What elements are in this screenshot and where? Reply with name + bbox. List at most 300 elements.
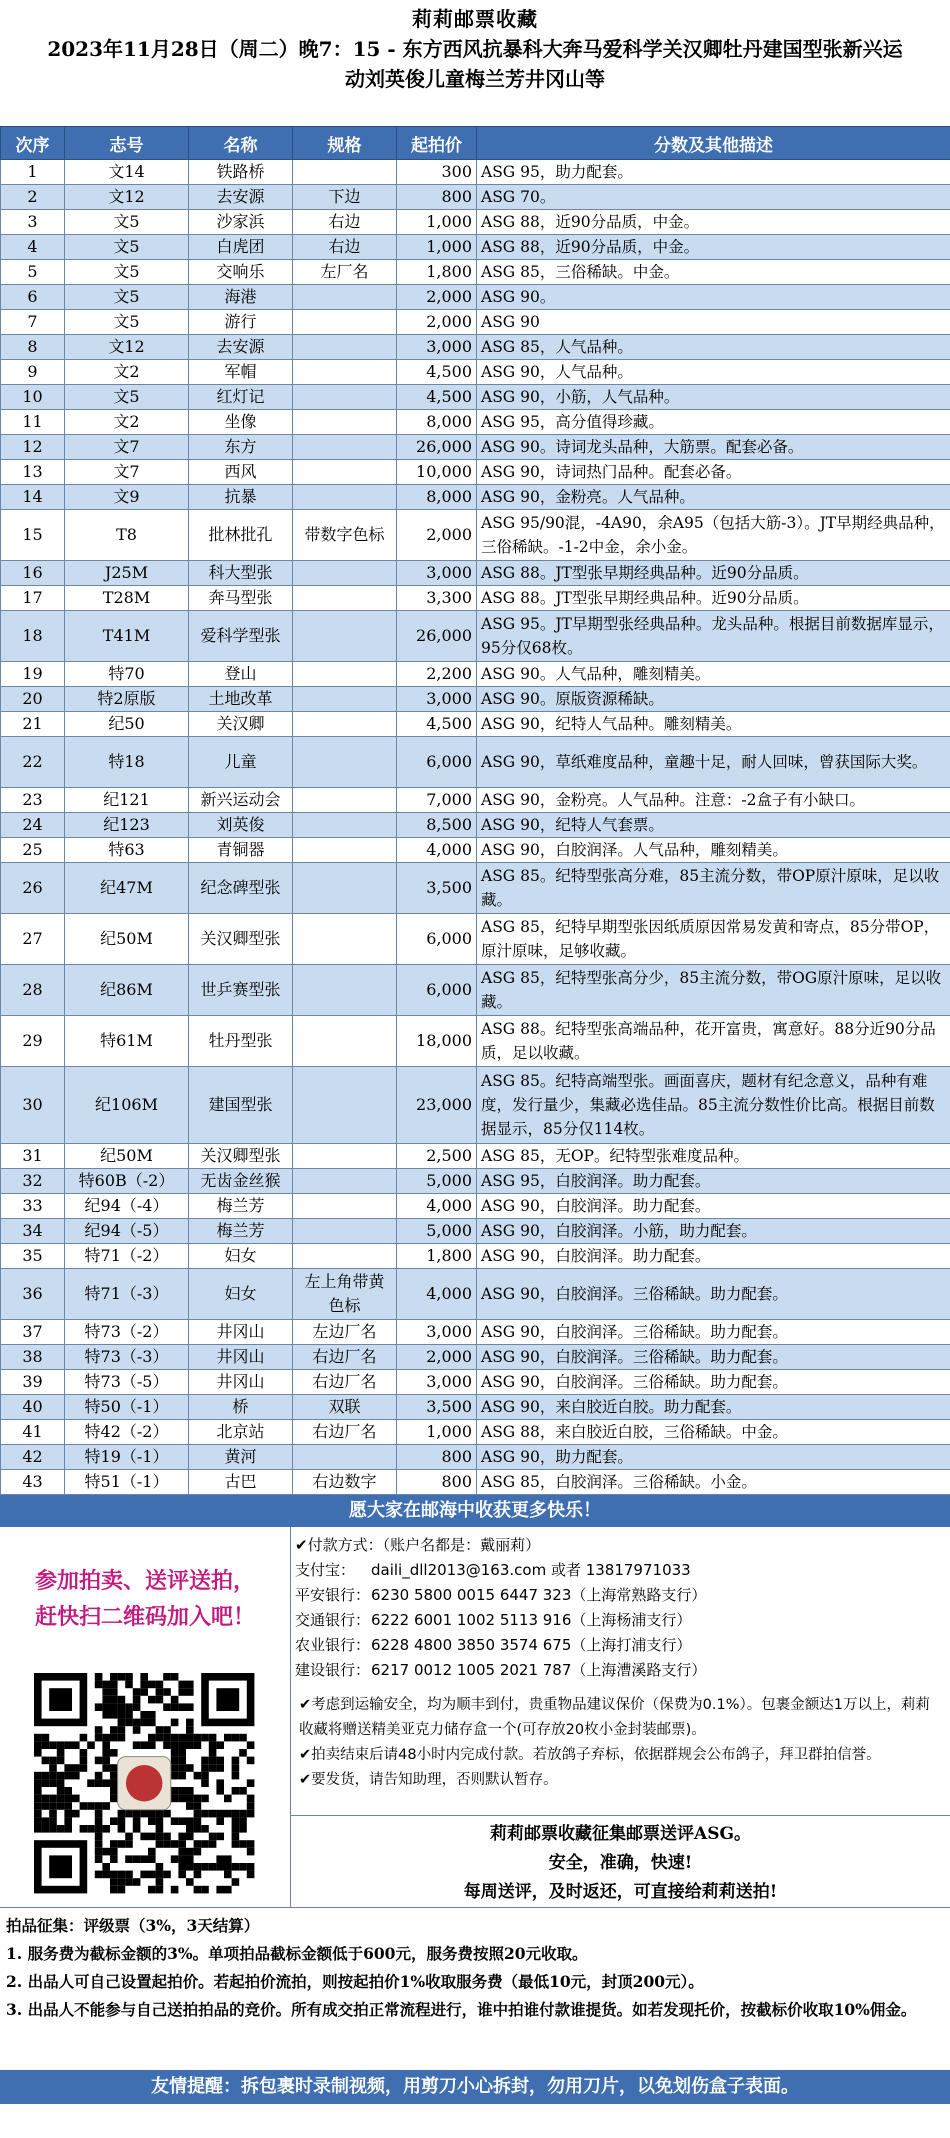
note-shipping: ✔考虑到运输安全，均为顺丰到付，贵重物品建议保价（保费为0.1%）。包裹金额达1万以上，莉莉收藏将赠送精美亚克力储存盒一个(可存放20枚小金封装邮票)。 xyxy=(299,1697,930,1738)
start-price: 5,000 xyxy=(397,1169,477,1194)
stamp-spec xyxy=(293,435,397,460)
stamp-code: 特71（-2） xyxy=(65,1244,189,1269)
table-row xyxy=(1,1169,950,1194)
stamp-spec xyxy=(293,460,397,485)
stamp-spec xyxy=(293,1194,397,1219)
start-price: 800 xyxy=(397,1470,477,1495)
table-row xyxy=(1,185,950,210)
table-row xyxy=(1,788,950,813)
stamp-description: ASG 85。纪特高端型张。画面喜庆，题材有纪念意义，品种有难度，发行量少，集藏必选佳品。85主流分数性价比高。根据目前数据显示，85分仅114枚。 xyxy=(477,1067,950,1144)
stamp-spec xyxy=(293,687,397,712)
stamp-description: ASG 90，小筋，人气品种。 xyxy=(477,385,950,410)
stamp-description: ASG 90。人气品种，雕刻精美。 xyxy=(477,662,950,687)
stamp-name: 白虎团 xyxy=(189,235,293,260)
table-row xyxy=(1,310,950,335)
stamp-name: 梅兰芳 xyxy=(189,1219,293,1244)
stamp-description: ASG 90 xyxy=(477,310,950,335)
stamp-code: T28M xyxy=(65,586,189,611)
stamp-code: 文7 xyxy=(65,435,189,460)
start-price: 4,000 xyxy=(397,1194,477,1219)
stamp-description: ASG 90，白胶润泽。小筋，助力配套。 xyxy=(477,1219,950,1244)
start-price: 8,000 xyxy=(397,410,477,435)
start-price: 3,500 xyxy=(397,1395,477,1420)
eval-service xyxy=(291,1815,950,1907)
note-payment: ✔拍卖结束后请48小时内完成付款。若放鸽子弃标，依据群规会公布鸽子，拜卫群拍信誉。 xyxy=(299,1747,881,1763)
stamp-spec xyxy=(293,485,397,510)
stamp-name: 新兴运动会 xyxy=(189,788,293,813)
stamp-code: 纪47M xyxy=(65,863,189,914)
stamp-spec: 左厂名 xyxy=(293,260,397,285)
stamp-description: ASG 90，白胶润泽。助力配套。 xyxy=(477,1194,950,1219)
stamp-description: ASG 95。JT早期型张经典品种。龙头品种。根据目前数据库显示，95分仅68枚。 xyxy=(477,611,950,662)
start-price: 18,000 xyxy=(397,1016,477,1067)
stamp-code: 文14 xyxy=(65,160,189,185)
start-price: 1,000 xyxy=(397,1420,477,1445)
stamp-spec xyxy=(293,1067,397,1144)
stamp-name: 坐像 xyxy=(189,410,293,435)
stamp-code: 特73（-5） xyxy=(65,1370,189,1395)
table-row xyxy=(1,586,950,611)
stamp-description: ASG 90，金粉亮。人气品种。 xyxy=(477,485,950,510)
stamp-spec xyxy=(293,561,397,586)
table-row xyxy=(1,1320,950,1345)
stamp-name: 抗暴 xyxy=(189,485,293,510)
table-row xyxy=(1,160,950,185)
stamp-code: 文12 xyxy=(65,185,189,210)
stamp-code: 特61M xyxy=(65,1016,189,1067)
bank-label: 建设银行： xyxy=(295,1661,371,1679)
stamp-description: ASG 88，来白胶近白胶，三俗稀缺。中金。 xyxy=(477,1420,950,1445)
stamp-code: 纪94（-5） xyxy=(65,1219,189,1244)
stamp-spec: 带数字色标 xyxy=(293,510,397,561)
lot-number: 17 xyxy=(1,586,65,611)
start-price: 26,000 xyxy=(397,435,477,460)
rule-item: 2. 出品人可自己设置起拍价。若起拍价流拍，则按起拍价1%收取服务费（最低10元，封顶200元）。 xyxy=(6,1972,704,1991)
stamp-code: T8 xyxy=(65,510,189,561)
lot-number: 3 xyxy=(1,210,65,235)
stamp-name: 妇女 xyxy=(189,1244,293,1269)
lot-number: 42 xyxy=(1,1445,65,1470)
lot-number: 26 xyxy=(1,863,65,914)
stamp-name: 北京站 xyxy=(189,1420,293,1445)
subtitle-line2: 动刘英俊儿童梅兰芳井冈山等 xyxy=(345,67,605,91)
stamp-name: 爱科学型张 xyxy=(189,611,293,662)
table-row xyxy=(1,838,950,863)
stamp-spec: 右边厂名 xyxy=(293,1370,397,1395)
stamp-code: 文2 xyxy=(65,360,189,385)
stamp-spec xyxy=(293,965,397,1016)
lot-number: 13 xyxy=(1,460,65,485)
stamp-description: ASG 90，白胶润泽。三俗稀缺。助力配套。 xyxy=(477,1320,950,1345)
bank-row xyxy=(295,1633,950,1658)
lot-number: 6 xyxy=(1,285,65,310)
table-row xyxy=(1,1244,950,1269)
table-row xyxy=(1,460,950,485)
start-price: 4,500 xyxy=(397,360,477,385)
promo-line2: 赶快扫二维码加入吧！ xyxy=(34,1604,255,1630)
lot-number: 43 xyxy=(1,1470,65,1495)
stamp-name: 牡丹型张 xyxy=(189,1016,293,1067)
start-price: 8,000 xyxy=(397,485,477,510)
stamp-spec xyxy=(293,1445,397,1470)
stamp-code: 纪50 xyxy=(65,712,189,737)
lot-number: 9 xyxy=(1,360,65,385)
stamp-code: 纪123 xyxy=(65,813,189,838)
lot-number: 41 xyxy=(1,1420,65,1445)
start-price: 3,500 xyxy=(397,863,477,914)
lot-number: 14 xyxy=(1,485,65,510)
stamp-spec xyxy=(293,1169,397,1194)
start-price: 3,000 xyxy=(397,687,477,712)
stamp-spec xyxy=(293,285,397,310)
payment-panel xyxy=(291,1527,950,1907)
stamp-name: 青铜器 xyxy=(189,838,293,863)
stamp-code: 文9 xyxy=(65,485,189,510)
start-price: 4,500 xyxy=(397,385,477,410)
start-price: 2,500 xyxy=(397,1144,477,1169)
start-price: 2,000 xyxy=(397,510,477,561)
lot-number: 22 xyxy=(1,737,65,788)
start-price: 3,300 xyxy=(397,586,477,611)
stamp-name: 井冈山 xyxy=(189,1370,293,1395)
table-row xyxy=(1,285,950,310)
stamp-name: 奔马型张 xyxy=(189,586,293,611)
start-price: 2,000 xyxy=(397,285,477,310)
lot-number: 29 xyxy=(1,1016,65,1067)
stamp-code: 特73（-3） xyxy=(65,1345,189,1370)
table-row xyxy=(1,1144,950,1169)
stamp-name: 批林批孔 xyxy=(189,510,293,561)
start-price: 3,000 xyxy=(397,1370,477,1395)
stamp-name: 土地改革 xyxy=(189,687,293,712)
stamp-name: 铁路桥 xyxy=(189,160,293,185)
table-row xyxy=(1,1370,950,1395)
lot-number: 11 xyxy=(1,410,65,435)
table-row xyxy=(1,210,950,235)
stamp-description: ASG 90，白胶润泽。助力配套。 xyxy=(477,1244,950,1269)
bank-value: 6228 4800 3850 3574 675（上海打浦支行） xyxy=(371,1636,692,1654)
table-row xyxy=(1,1194,950,1219)
stamp-name: 妇女 xyxy=(189,1269,293,1320)
stamp-description: ASG 90。 xyxy=(477,285,950,310)
stamp-code: 纪50M xyxy=(65,914,189,965)
table-row xyxy=(1,712,950,737)
table-row xyxy=(1,1016,950,1067)
stamp-name: 科大型张 xyxy=(189,561,293,586)
table-row xyxy=(1,335,950,360)
stamp-spec: 左边厂名 xyxy=(293,1320,397,1345)
stamp-description: ASG 85，纪特早期型张因纸质原因常易发黄和寄点，85分带OP，原汁原味，足够收藏。 xyxy=(477,914,950,965)
start-price: 2,200 xyxy=(397,662,477,687)
lot-number: 37 xyxy=(1,1320,65,1345)
table-row xyxy=(1,813,950,838)
start-price: 8,500 xyxy=(397,813,477,838)
stamp-name: 沙家浜 xyxy=(189,210,293,235)
stamp-name: 关汉卿型张 xyxy=(189,914,293,965)
consignment-rules xyxy=(0,1908,950,2070)
stamp-description: ASG 90，诗词热门品种。配套必备。 xyxy=(477,460,950,485)
stamp-spec xyxy=(293,1244,397,1269)
start-price: 3,000 xyxy=(397,335,477,360)
table-row xyxy=(1,360,950,385)
bank-row xyxy=(295,1583,950,1608)
table-row xyxy=(1,914,950,965)
start-price: 6,000 xyxy=(397,914,477,965)
stamp-code: 特60B（-2） xyxy=(65,1169,189,1194)
table-row xyxy=(1,662,950,687)
stamp-code: 纪50M xyxy=(65,1144,189,1169)
stamp-description: ASG 90，纪特人气套票。 xyxy=(477,813,950,838)
stamp-name: 登山 xyxy=(189,662,293,687)
eval-line2: 安全，准确，快速! xyxy=(548,1853,693,1873)
table-row xyxy=(1,1219,950,1244)
col-header-price: 起拍价 xyxy=(397,127,477,160)
stamp-description: ASG 85。纪特型张高分难，85主流分数，带OP原汁原味，足以收藏。 xyxy=(477,863,950,914)
table-row xyxy=(1,485,950,510)
stamp-description: ASG 85，纪特型张高分少，85主流分数，带OG原汁原味，足以收藏。 xyxy=(477,965,950,1016)
stamp-description: ASG 85，人气品种。 xyxy=(477,335,950,360)
stamp-description: ASG 85，无OP。纪特型张难度品种。 xyxy=(477,1144,950,1169)
lot-number: 7 xyxy=(1,310,65,335)
lot-number: 31 xyxy=(1,1144,65,1169)
lot-number: 18 xyxy=(1,611,65,662)
stamp-description: ASG 88。JT型张早期经典品种。近90分品质。 xyxy=(477,561,950,586)
payment-heading: ✔付款方式：（账户名都是：戴丽莉） xyxy=(295,1536,541,1554)
stamp-name: 去安源 xyxy=(189,185,293,210)
col-header-spec: 规格 xyxy=(293,127,397,160)
lot-number: 25 xyxy=(1,838,65,863)
start-price: 4,000 xyxy=(397,838,477,863)
lot-number: 24 xyxy=(1,813,65,838)
alipay-row xyxy=(295,1558,950,1583)
start-price: 23,000 xyxy=(397,1067,477,1144)
stamp-spec: 双联 xyxy=(293,1395,397,1420)
stamp-code: 文5 xyxy=(65,310,189,335)
table-row xyxy=(1,611,950,662)
stamp-description: ASG 95/90混，-4A90，余A95（包括大筋-3）。JT早期经典品种，三俗稀缺。-1-2中金，余小金。 xyxy=(477,510,950,561)
start-price: 26,000 xyxy=(397,611,477,662)
table-row xyxy=(1,965,950,1016)
table-row xyxy=(1,260,950,285)
stamp-spec xyxy=(293,310,397,335)
lot-number: 36 xyxy=(1,1269,65,1320)
stamp-spec xyxy=(293,160,397,185)
stamp-spec xyxy=(293,914,397,965)
lot-number: 8 xyxy=(1,335,65,360)
start-price: 1,800 xyxy=(397,260,477,285)
stamp-spec xyxy=(293,1016,397,1067)
lot-number: 38 xyxy=(1,1345,65,1370)
header xyxy=(0,0,950,126)
lot-number: 30 xyxy=(1,1067,65,1144)
lot-number: 5 xyxy=(1,260,65,285)
start-price: 300 xyxy=(397,160,477,185)
lot-number: 40 xyxy=(1,1395,65,1420)
stamp-code: J25M xyxy=(65,561,189,586)
table-row xyxy=(1,435,950,460)
stamp-description: ASG 90。原版资源稀缺。 xyxy=(477,687,950,712)
stamp-spec xyxy=(293,360,397,385)
table-row xyxy=(1,687,950,712)
stamp-spec: 右边厂名 xyxy=(293,1420,397,1445)
table-row xyxy=(1,410,950,435)
table-row xyxy=(1,561,950,586)
stamp-spec xyxy=(293,586,397,611)
stamp-description: ASG 88，近90分品质，中金。 xyxy=(477,210,950,235)
page-title: 莉莉邮票收藏 xyxy=(412,7,538,31)
stamp-name: 关汉卿 xyxy=(189,712,293,737)
stamp-name: 无齿金丝猴 xyxy=(189,1169,293,1194)
start-price: 7,000 xyxy=(397,788,477,813)
rules-title: 拍品征集：评级票（3%，3天结算） xyxy=(6,1916,260,1935)
friendly-reminder: 友情提醒：拆包裹时录制视频，用剪刀小心拆封，勿用刀片，以免划伤盒子表面。 xyxy=(0,2070,950,2104)
stamp-name: 刘英俊 xyxy=(189,813,293,838)
start-price: 3,000 xyxy=(397,1320,477,1345)
stamp-code: 特18 xyxy=(65,737,189,788)
rule-item: 1. 服务费为截标金额的3%。单项拍品截标金额低于600元，服务费按照20元收取。 xyxy=(6,1944,588,1963)
table-row xyxy=(1,863,950,914)
col-header-name: 名称 xyxy=(189,127,293,160)
stamp-description: ASG 95，白胶润泽。助力配套。 xyxy=(477,1169,950,1194)
stamp-code: 特50（-1） xyxy=(65,1395,189,1420)
stamp-description: ASG 90，人气品种。 xyxy=(477,360,950,385)
table-row xyxy=(1,510,950,561)
promo-text xyxy=(0,1527,290,1635)
stamp-spec xyxy=(293,712,397,737)
stamp-spec xyxy=(293,737,397,788)
promo-panel xyxy=(0,1527,291,1907)
shipping-notes xyxy=(295,1693,950,1793)
start-price: 2,000 xyxy=(397,1345,477,1370)
lots-table-body xyxy=(1,160,950,1495)
stamp-code: 纪106M xyxy=(65,1067,189,1144)
table-row xyxy=(1,385,950,410)
stamp-spec: 右边 xyxy=(293,235,397,260)
bank-label: 农业银行： xyxy=(295,1636,371,1654)
start-price: 4,000 xyxy=(397,1269,477,1320)
stamp-name: 井冈山 xyxy=(189,1320,293,1345)
stamp-spec xyxy=(293,1144,397,1169)
lot-number: 23 xyxy=(1,788,65,813)
lot-number: 39 xyxy=(1,1370,65,1395)
stamp-name: 桥 xyxy=(189,1395,293,1420)
table-row xyxy=(1,1345,950,1370)
lot-number: 16 xyxy=(1,561,65,586)
stamp-name: 西风 xyxy=(189,460,293,485)
start-price: 3,000 xyxy=(397,561,477,586)
start-price: 6,000 xyxy=(397,965,477,1016)
bank-label: 交通银行： xyxy=(295,1611,371,1629)
stamp-description: ASG 88。纪特型张高端品种，花开富贵，寓意好。88分近90分品质，足以收藏。 xyxy=(477,1016,950,1067)
stamp-code: 文7 xyxy=(65,460,189,485)
stamp-spec xyxy=(293,863,397,914)
start-price: 6,000 xyxy=(397,737,477,788)
stamp-description: ASG 90。诗词龙头品种，大筋票。配套必备。 xyxy=(477,435,950,460)
stamp-name: 黄河 xyxy=(189,1445,293,1470)
note-delivery: ✔要发货，请告知助理，否则默认暂存。 xyxy=(299,1772,558,1788)
stamp-spec xyxy=(293,788,397,813)
stamp-spec xyxy=(293,410,397,435)
stamp-name: 世乒赛型张 xyxy=(189,965,293,1016)
bank-value: 6217 0012 1005 2021 787（上海漕溪路支行） xyxy=(371,1661,707,1679)
stamp-name: 红灯记 xyxy=(189,385,293,410)
stamp-description: ASG 95，助力配套。 xyxy=(477,160,950,185)
lots-table xyxy=(0,126,950,1495)
rule-item: 3. 出品人不能参与自己送拍拍品的竞价。所有成交拍正常流程进行，谁中拍谁付款谁提货。如若发现托价，按截标价收取10%佣金。 xyxy=(6,2000,917,2019)
start-price: 2,000 xyxy=(397,310,477,335)
stamp-description: ASG 88。JT型张早期经典品种。近90分品质。 xyxy=(477,586,950,611)
bank-row xyxy=(295,1608,950,1633)
lot-number: 20 xyxy=(1,687,65,712)
info-section xyxy=(0,1527,950,1908)
stamp-name: 交响乐 xyxy=(189,260,293,285)
stamp-code: 特63 xyxy=(65,838,189,863)
stamp-name: 东方 xyxy=(189,435,293,460)
table-row xyxy=(1,1445,950,1470)
stamp-name: 儿童 xyxy=(189,737,293,788)
stamp-spec xyxy=(293,813,397,838)
payment-info xyxy=(291,1527,950,1815)
lot-number: 32 xyxy=(1,1169,65,1194)
stamp-name: 海港 xyxy=(189,285,293,310)
start-price: 1,000 xyxy=(397,210,477,235)
stamp-spec xyxy=(293,838,397,863)
lot-number: 33 xyxy=(1,1194,65,1219)
stamp-code: 文5 xyxy=(65,260,189,285)
stamp-code: 特70 xyxy=(65,662,189,687)
lot-number: 12 xyxy=(1,435,65,460)
eval-line3: 每周送评，及时返还，可直接给莉莉送拍! xyxy=(463,1882,778,1902)
stamp-code: 文5 xyxy=(65,285,189,310)
stamp-name: 去安源 xyxy=(189,335,293,360)
alipay-label: 支付宝： xyxy=(295,1561,356,1579)
lot-number: 34 xyxy=(1,1219,65,1244)
bank-value: 6230 5800 0015 6447 323（上海常熟路支行） xyxy=(371,1586,707,1604)
stamp-spec: 左上角带黄色标 xyxy=(293,1269,397,1320)
stamp-description: ASG 95，高分值得珍藏。 xyxy=(477,410,950,435)
lot-number: 15 xyxy=(1,510,65,561)
stamp-name: 井冈山 xyxy=(189,1345,293,1370)
stamp-name: 关汉卿型张 xyxy=(189,1144,293,1169)
start-price: 1,000 xyxy=(397,235,477,260)
stamp-spec xyxy=(293,1219,397,1244)
promo-line1: 参加拍卖、送评送拍， xyxy=(34,1568,255,1594)
lot-number: 28 xyxy=(1,965,65,1016)
qr-code-icon[interactable] xyxy=(14,1667,274,1903)
stamp-description: ASG 90，助力配套。 xyxy=(477,1445,950,1470)
col-header-desc: 分数及其他描述 xyxy=(477,127,950,160)
start-price: 800 xyxy=(397,1445,477,1470)
stamp-name: 纪念碑型张 xyxy=(189,863,293,914)
col-header-no: 次序 xyxy=(1,127,65,160)
stamp-name: 军帽 xyxy=(189,360,293,385)
stamp-name: 古巴 xyxy=(189,1470,293,1495)
start-price: 800 xyxy=(397,185,477,210)
lot-number: 35 xyxy=(1,1244,65,1269)
stamp-spec xyxy=(293,335,397,360)
stamp-spec: 下边 xyxy=(293,185,397,210)
stamp-code: 特71（-3） xyxy=(65,1269,189,1320)
table-row xyxy=(1,1420,950,1445)
stamp-description: ASG 90，来白胶近白胶。助力配套。 xyxy=(477,1395,950,1420)
stamp-code: T41M xyxy=(65,611,189,662)
stamp-description: ASG 90，草纸难度品种，童趣十足，耐人回味，曾获国际大奖。 xyxy=(477,737,950,788)
start-price: 4,500 xyxy=(397,712,477,737)
wish-banner: 愿大家在邮海中收获更多快乐！ xyxy=(0,1495,950,1527)
stamp-description: ASG 88，近90分品质，中金。 xyxy=(477,235,950,260)
lot-number: 4 xyxy=(1,235,65,260)
bank-row xyxy=(295,1658,950,1683)
